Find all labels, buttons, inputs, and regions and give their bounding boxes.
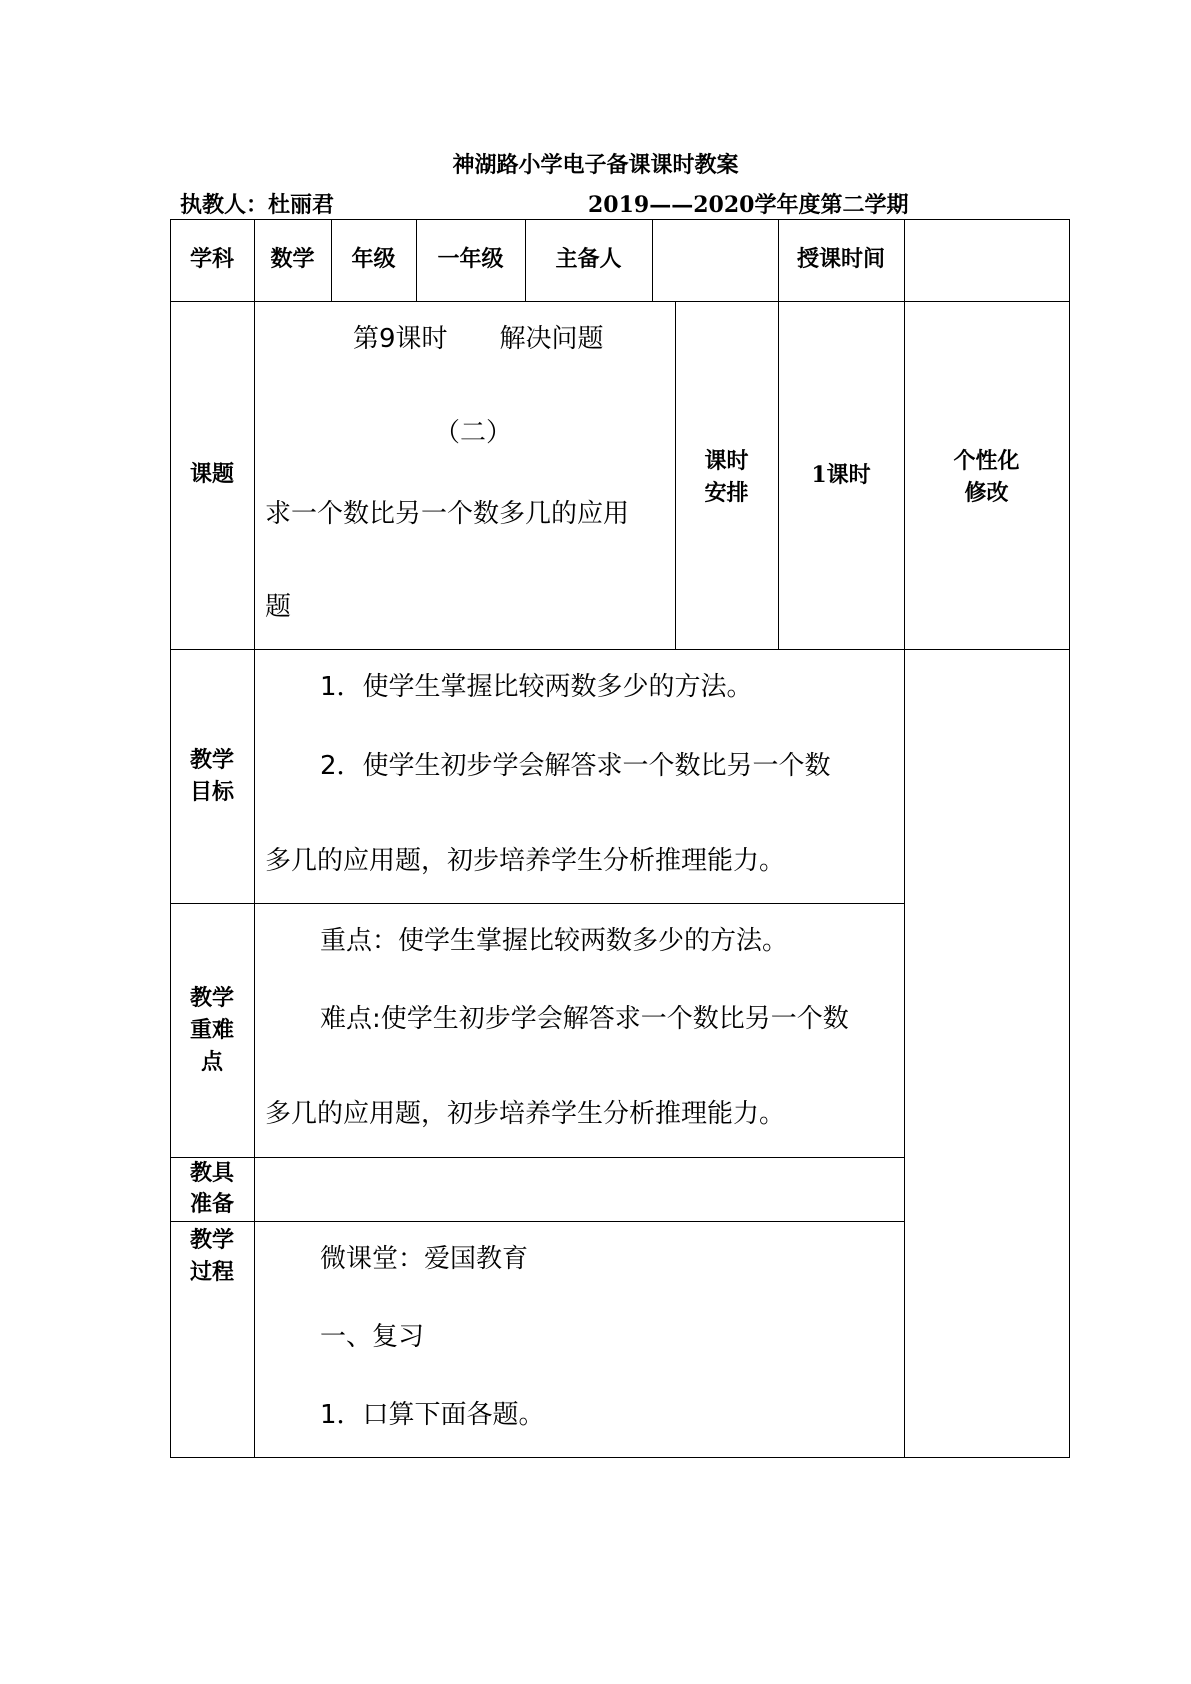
goals-line-3: 多几的应用题，初步培养学生分析推理能力。	[265, 846, 786, 876]
schedule-label-line-2: 安排	[704, 481, 749, 506]
document-title: 神湖路小学电子备课课时教案	[452, 152, 739, 178]
keypoints-label-line-3: 点	[200, 1050, 223, 1075]
subject-label: 学科	[189, 247, 234, 272]
process-line-2: 一、复习	[320, 1322, 425, 1352]
goals-label-line-1: 教学	[189, 748, 234, 773]
process-label-line-1: 教学	[189, 1228, 234, 1253]
personalized-edit-label-line-1: 个性化	[953, 449, 1020, 474]
topic-line-3: 求一个数比另一个数多几的应用	[265, 499, 630, 529]
grade-label: 年级	[351, 247, 396, 272]
school-term: 2019——2020学年度第二学期	[588, 192, 909, 218]
lead-preparer-label: 主备人	[555, 247, 622, 272]
keypoints-label-line-2: 重难	[189, 1018, 234, 1043]
keypoints-line-2: 难点:使学生初步学会解答求一个数比另一个数	[320, 1004, 849, 1034]
goals-line-2: 2．使学生初步学会解答求一个数比另一个数	[320, 751, 831, 781]
topic-line-2: （二）	[434, 418, 513, 448]
topic-line-1: 第9课时 解决问题	[353, 324, 604, 354]
grade-value: 一年级	[437, 247, 504, 272]
process-label-line-2: 过程	[189, 1260, 234, 1285]
schedule-value: 1课时	[811, 462, 871, 488]
process-line-3: 1．口算下面各题。	[320, 1400, 545, 1430]
keypoints-line-3: 多几的应用题，初步培养学生分析推理能力。	[265, 1099, 786, 1129]
tools-label-line-2: 准备	[189, 1192, 234, 1217]
teacher-name: 执教人：杜丽君	[180, 192, 335, 218]
topic-label: 课题	[189, 462, 234, 487]
tools-label-line-1: 教具	[189, 1161, 234, 1186]
goals-line-1: 1．使学生掌握比较两数多少的方法。	[320, 672, 753, 702]
schedule-label-line-1: 课时	[704, 449, 749, 474]
goals-label-line-2: 目标	[189, 780, 234, 805]
personalized-edit-label-line-2: 修改	[964, 481, 1009, 506]
process-line-1: 微课堂：爱国教育	[320, 1244, 529, 1274]
keypoints-label-line-1: 教学	[189, 986, 234, 1011]
subject-value: 数学	[270, 247, 315, 272]
class-time-label: 授课时间	[796, 247, 885, 272]
keypoints-line-1: 重点：使学生掌握比较两数多少的方法。	[320, 926, 789, 956]
topic-line-4: 题	[265, 592, 292, 622]
